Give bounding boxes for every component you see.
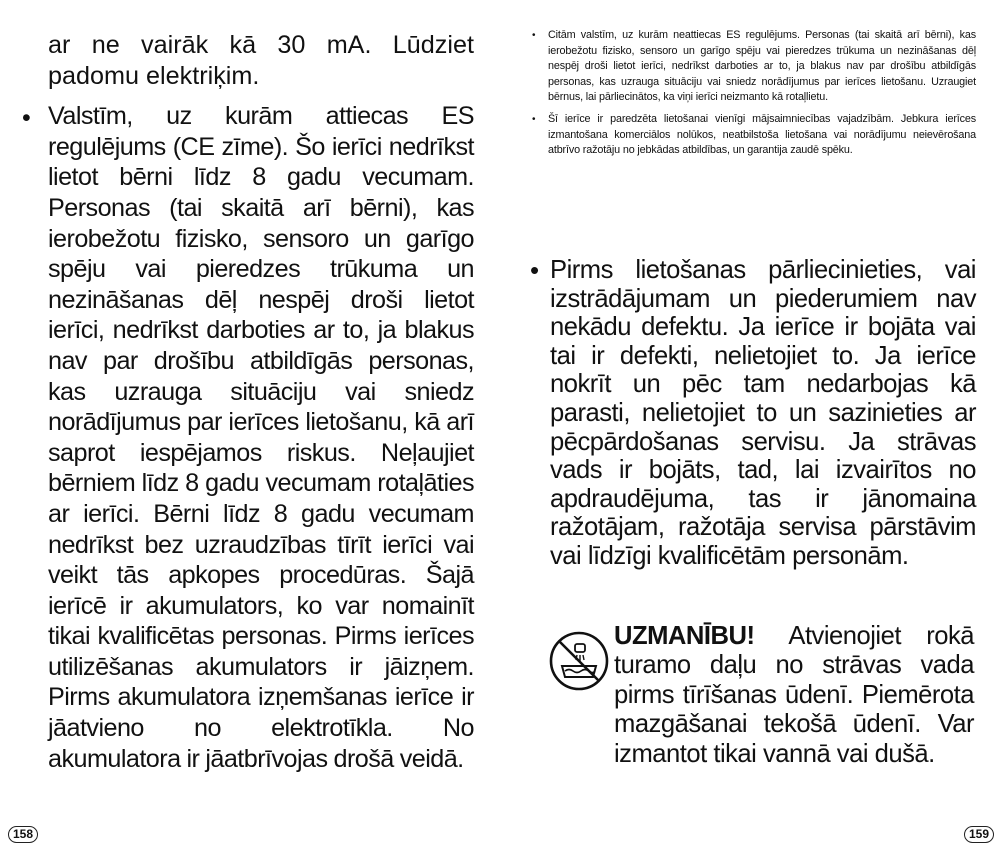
small-bullet-item <box>530 28 976 106</box>
page-number-left: 158 <box>8 826 38 843</box>
small-bullet-item <box>530 112 976 159</box>
warning-label: UZMANĪBU! <box>614 622 755 650</box>
warning-text <box>614 622 974 769</box>
eu-regulation-bullet <box>22 101 474 774</box>
no-water-immersion-icon <box>548 630 610 692</box>
big-bullet-block <box>530 256 976 571</box>
left-text-column <box>22 30 474 774</box>
warning-body: Atvienojiet rokā turamo daļu no strāvas vada pirms tīrīšanas ūdenī. Piemērota mazgāšanai tekošā ūdenī. Var izmantot tikai vannā vai dušā. <box>614 622 975 768</box>
small-bullet-text: Šī ierīce ir paredzēta lietošanai vienīgi mājsaimniecības vajadzībām. Jebkura ierīces izmantošana komerciālos nolūkos, neatbilstoša lietošana vai norādījumu neievērošana atbrīvo ražotāju no jebkādas atbildības, un garantija zaudē spēku. <box>548 112 976 157</box>
bullet-marker: • <box>22 104 31 133</box>
page-number-right: 159 <box>964 826 994 843</box>
inspection-bullet <box>530 256 976 571</box>
small-bullets-block <box>530 28 976 165</box>
small-bullet-marker: • <box>532 113 536 125</box>
continuation-paragraph: ar ne vairāk kā 30 mA. Lūdziet padomu elektriķim. <box>48 31 474 90</box>
warning-block <box>548 622 974 792</box>
big-bullet-marker: • <box>530 255 540 285</box>
big-bullet-text: Pirms lietošanas pārliecinieties, vai izstrādājumam un piederumiem nav nekādu defektu. Ja ierīce ir bojāta vai tai ir defekti, nelietojiet to. Ja ierīce nokrīt un pēc tam nedarbojas kā parasti, nelietojiet to un sazinieties ar pēcpārdošanas servisu. Ja strāvas vads ir bojāts, tad, lai izvairītos no apdraudējuma, tas ir jānomaina ražotājam, ražotāja servisa pārstāvim vai līdzīgi kvalificētām personām. <box>550 256 976 570</box>
small-bullet-text: Citām valstīm, uz kurām neattiecas ES regulējums. Personas (tai skaitā arī bērni), kas ierobežotu fizisko, sensoro un garīgo spēju vai pieredzes trūkuma un nezināšanas dēļ nespēj droši lietot ierīci, nedrīkst darboties ar to, ja blakus nav par drošību atbildīgās personas, kas uzrauga situāciju vai sniedz norādījumus par ierīces lietošanu. Uzraugiet bērnus, lai pārliecinātos, ka viņi ierīci neizmanto kā rotaļlietu. <box>548 29 976 104</box>
bullet-text: Valstīm, uz kurām attiecas ES regulējums (CE zīme). Šo ierīci nedrīkst lietot bērni līdz 8 gadu vecumam. Personas (tai skaitā arī bērni), kas ierobežotu fizisko, sensoro un garīgo spēju vai pieredzes trūkuma un nezināšanas dēļ nespēj droši lietot ierīci, nedrīkst darboties ar to, ja blakus nav par drošību atbildīgās personas, kas uzrauga situāciju vai sniedz norādījumus par ierīces lietošanu, kā arī saprot iespējamos riskus. Neļaujiet bērniem līdz 8 gadu vecumam rotaļāties ar ierīci. Bērni līdz 8 gadu vecumam nedrīkst bez uzraudzības tīrīt ierīci vai veikt tās apkopes procedūras. Šajā ierīcē ir akumulators, ko var nomainīt tikai kvalificētas personas. Pirms ierīces utilizēšanas akumulators ir jāizņem. Pirms akumulatora izņemšanas ierīce ir jāatvieno no elektrotīkla. No akumulatora ir jāatbrīvojas drošā veidā. <box>48 102 474 773</box>
small-bullet-marker: • <box>532 30 536 41</box>
